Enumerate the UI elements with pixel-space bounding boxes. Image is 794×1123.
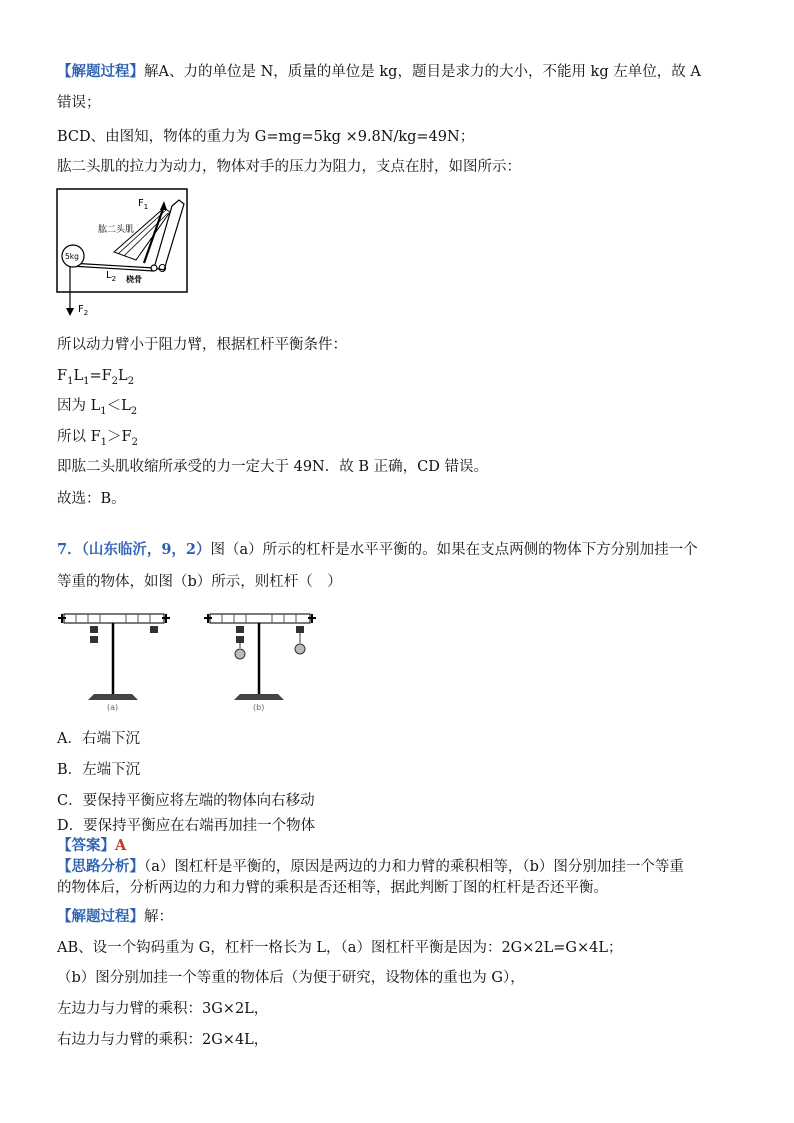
process-7-line-1: AB、设一个钩码重为 G，杠杆一格长为 L，（a）图杠杆平衡是因为：2G×2L=G×4L； [57, 940, 623, 956]
answer-line [57, 836, 754, 856]
arm-lever-figure [56, 188, 196, 318]
question-7-number: 7．（山东临沂，9，2） [57, 541, 211, 558]
process-line-3: 肱二头肌的拉力为动力，物体对手的压力为阻力，支点在肘，如图所示： [57, 159, 521, 175]
analysis-line-2: 的物体后，分析两边的力和力臂的乘积是否还相等，据此判断丁图的杠杆是否还平衡。 [57, 880, 608, 896]
bone-label: 桡骨 [126, 275, 142, 284]
f2-label: $F_2$ [78, 304, 89, 317]
mass-label: 5kg [65, 252, 79, 261]
process-line-1b: 错误； [57, 95, 101, 111]
process-7-line-3: 左边力与力臂的乘积：3G×2L， [57, 1001, 269, 1017]
question-7-stem-2: 等重的物体，如图（b）所示，则杠杆（ ） [57, 574, 342, 590]
muscle-label: 肱二头肌 [98, 225, 135, 235]
lever-figure-a [58, 614, 170, 712]
process-line-2: BCD、由图知，物体的重力为 G=mg=5kg ×9.8N/kg=49N； [57, 129, 475, 145]
process-7-line-4: 右边力与力臂的乘积：2G×4L， [57, 1032, 269, 1048]
answer-tag: 【答案】 [57, 837, 115, 854]
process-7-line-2: （b）图分别加挂一个等重的物体后（为便于研究，设物体的重也为 G）， [57, 970, 525, 986]
lever-figures [56, 606, 326, 716]
analysis-tag: 【思路分析】 [57, 858, 144, 875]
question-7-stem-1: 7．（山东临沂，9，2）图（a）所示的杠杆是水平平衡的。如果在支点两侧的物体下方分别加挂一个 [57, 541, 698, 558]
o-label: O [158, 262, 167, 275]
equation-2: 因为 $L_1<L_2$ [57, 398, 138, 417]
process-line-1: 【解题过程】解A、力的单位是 N，质量的单位是 kg，题目是求力的大小，不能用 kg 左单位，故 A [57, 63, 701, 80]
option-d: D．要保持平衡应在右端再加挂一个物体 [57, 818, 316, 834]
l2-label: $L_2$ [106, 270, 117, 283]
process-line-5: 即肱二头肌收缩所承受的力一定大于 49N．故 B 正确，CD 错误。 [57, 459, 488, 475]
option-b: B．左端下沉 [57, 762, 141, 778]
equation-1: $F_1L_1=F_2L_2$ [57, 368, 135, 387]
process-tag: 【解题过程】 [57, 63, 144, 80]
fig-b-label: (b) [253, 703, 265, 712]
process-tag-2: 【解题过程】 [57, 908, 144, 925]
analysis-line-1: 【思路分析】（a）图杠杆是平衡的，原因是两边的力和力臂的乘积相等，（b）图分别加挂一个等重 [57, 858, 684, 875]
fig-a-label: (a) [107, 703, 119, 712]
process-line-4: 所以动力臂小于阻力臂，根据杠杆平衡条件： [57, 337, 347, 353]
option-c: C．要保持平衡应将左端的物体向右移动 [57, 793, 315, 809]
pivot-o [151, 265, 157, 271]
answer-value: A [115, 837, 127, 854]
f1-label: $F_1$ [138, 198, 149, 211]
equation-3: 所以 $F_1>F_2$ [57, 429, 138, 448]
option-a: A．右端下沉 [57, 731, 140, 747]
process-line-6: 故选：B。 [57, 491, 126, 507]
lever-figure-b [204, 614, 316, 712]
process-head: 【解题过程】解： [57, 908, 173, 925]
